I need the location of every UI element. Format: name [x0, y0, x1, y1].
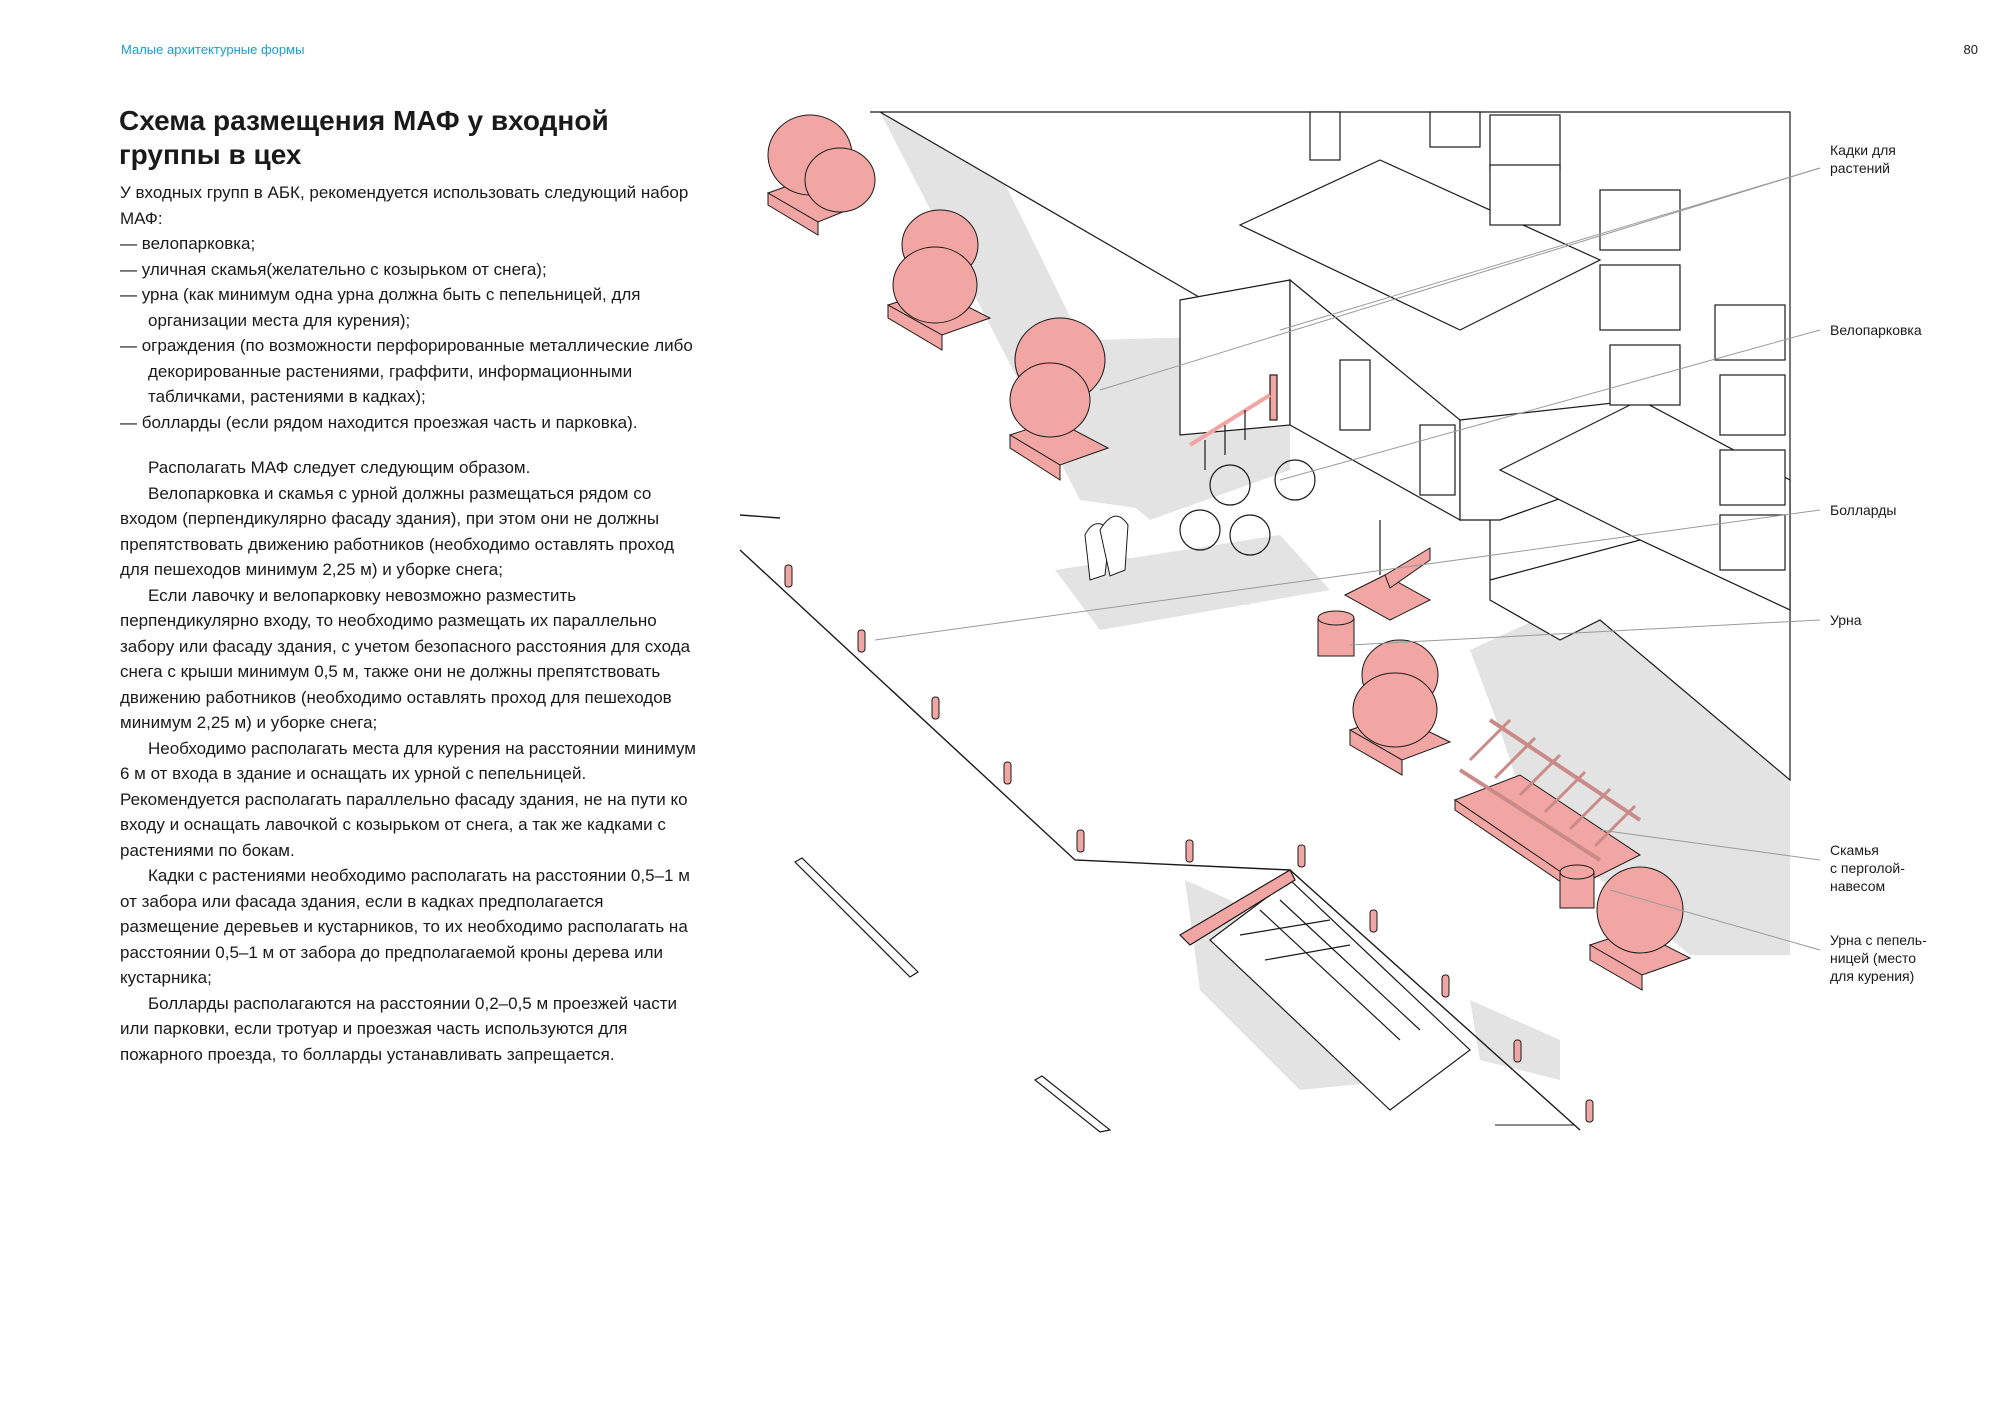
callout-bollards: Болларды	[1830, 502, 1897, 518]
intro-paragraph: У входных групп в АБК, рекомендуется использовать следующий набор МАФ:	[120, 183, 689, 228]
paragraph: Располагать МАФ следует следующим образом.	[148, 458, 531, 477]
body-text	[120, 180, 705, 1067]
svg-text:Урна	[1830, 612, 1862, 628]
callout-bench: Скамья	[1830, 842, 1879, 858]
callout-planters-2: растений	[1830, 160, 1890, 176]
callout-bench-3: навесом	[1830, 878, 1886, 894]
callout-labels	[1830, 142, 1927, 984]
waste-bin	[1318, 611, 1354, 656]
svg-text:Урна с пепель-ницей (местодля	[1830, 932, 1927, 984]
title-line-2: группы в цех	[119, 139, 302, 170]
spacer	[120, 435, 705, 455]
list-item: — урна (как минимум одна урна должна быть с пепельницей, для организации места для курения);	[120, 285, 641, 330]
paragraph: Велопарковка и скамья с урной должны размещаться рядом со входом (перпендикулярно фасаду здания), при этом они не должны препятствовать движению работников (необходимо оставлять проход для пешеходов минимум 2,25 м) и уборке снега;	[120, 483, 675, 579]
callout-bench-2: с перголой-	[1830, 860, 1905, 876]
planter-with-tree	[768, 115, 875, 235]
svg-text:Скамьяс перголой-навесом	[1830, 842, 1905, 894]
title-line-1: Схема размещения МАФ у входной	[119, 105, 609, 136]
page-title	[119, 104, 679, 172]
callout-ashtray-bin-3: для курения)	[1830, 968, 1915, 984]
list-item: — ограждения (по возможности перфорированные металлические либо декорированные растениями, граффити, информационными табличками, растениями в кадках);	[120, 336, 693, 406]
svg-text:Болларды	[1830, 502, 1897, 518]
bollards	[785, 565, 1593, 1122]
svg-text:Кадки длярастений	[1830, 142, 1896, 176]
page-number: 80	[1963, 42, 1978, 57]
ashtray-bin	[1560, 865, 1594, 908]
paragraph: Если лавочку и велопарковку невозможно разместить перпендикулярно входу, то необходимо размещать их параллельно забору или фасаду здания, с учетом безопасного расстояния для схода снега с крыши минимум 0,5 м, также они не должны препятствовать движению работников (необходимо оставлять проход для пешеходов минимум 2,25 м) и уборке снега;	[120, 585, 691, 732]
planter-with-tree	[1350, 640, 1450, 775]
svg-text:Велопарковка	[1830, 322, 1922, 338]
callout-ashtray-bin-2: ницей (место	[1830, 950, 1917, 966]
paragraph: Болларды располагаются на расстоянии 0,2–0,5 м проезжей части или парковки, если тротуар и проезжая часть используются для пожарного проезда, то болларды устанавливать запрещается.	[120, 993, 678, 1064]
list-item: — болларды (если рядом находится проезжая часть и парковка).	[120, 412, 638, 432]
callout-bin: Урна	[1830, 612, 1862, 628]
planter-with-tree	[888, 210, 990, 350]
entrance-bench	[1345, 548, 1430, 620]
callout-ashtray-bin: Урна с пепель-	[1830, 932, 1927, 948]
callout-bike-parking: Велопарковка	[1830, 322, 1922, 338]
paragraph: Необходимо располагать места для курения на расстоянии минимум 6 м от входа в здание и оснащать их урной с пепельницей. Рекомендуется располагать параллельно фасаду здания, не на пути ко входу и оснащать лавочкой с козырьком от снега, а так же кадками с растениями по бокам.	[120, 738, 696, 860]
paragraph: Кадки с растениями необходимо располагать на расстоянии 0,5–1 м от забора или фасада здания, если в кадках предполагается размещение деревьев и кустарников, то их необходимо располагать на расстоянии 0,5–1 м от забора до предполагаемой кроны дерева или кустарника;	[120, 866, 690, 987]
list-item: — велопарковка;	[120, 234, 256, 253]
entrance-scheme-illustration	[730, 105, 2000, 1135]
planter-with-tree	[1590, 867, 1690, 990]
section-title: Малые архитектурные формы	[121, 42, 305, 57]
list-item: — уличная скамья(желательно с козырьком от снега);	[120, 259, 547, 279]
callout-planters: Кадки для	[1830, 142, 1896, 158]
